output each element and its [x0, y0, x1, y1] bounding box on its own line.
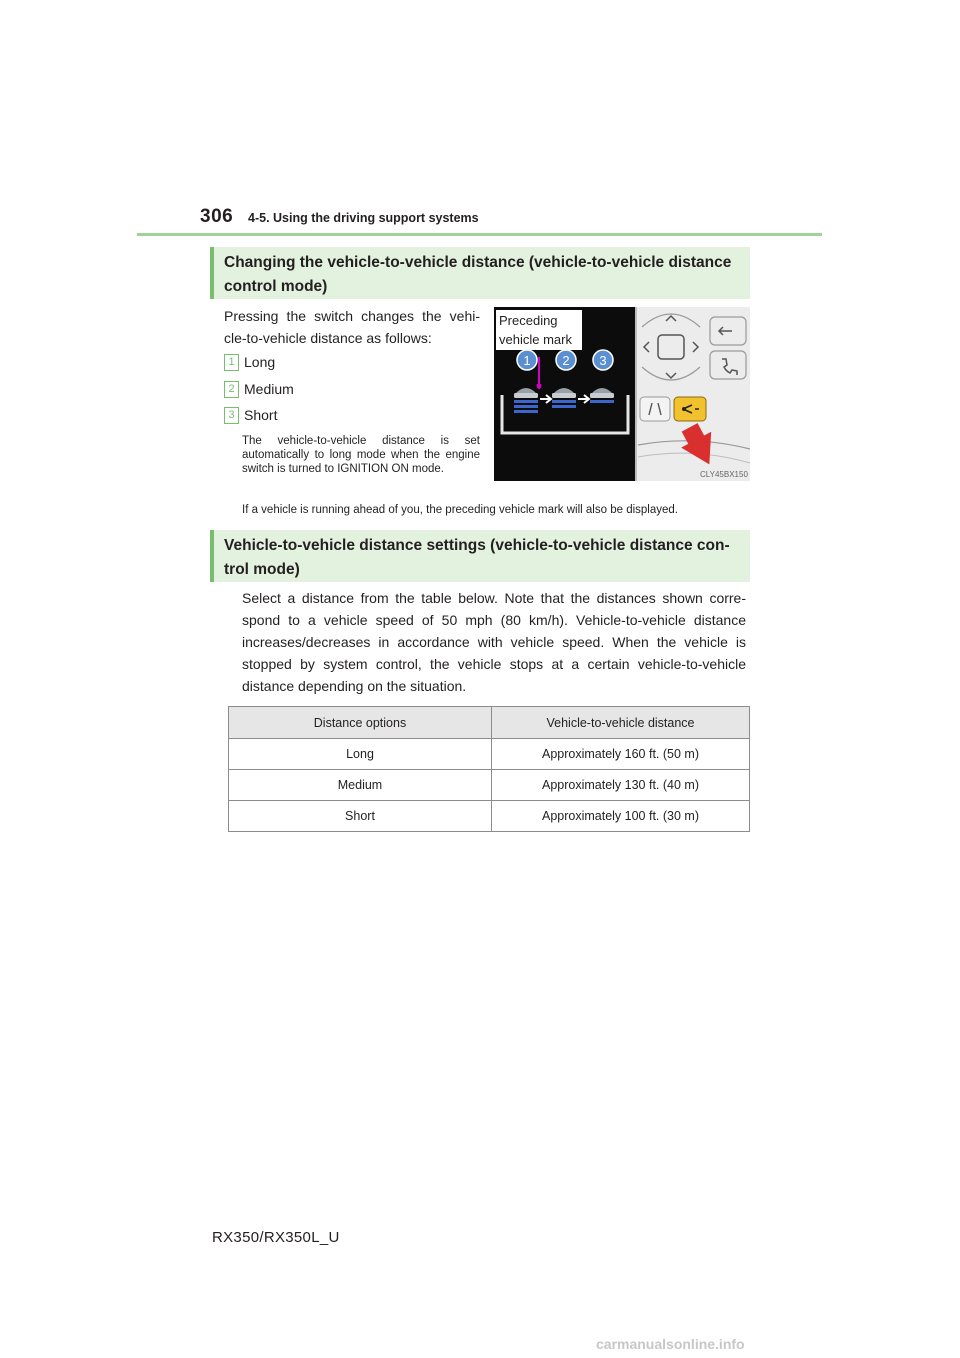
- list-item-long: [224, 352, 275, 372]
- section-heading-changing-distance: Changing the vehicle-to-vehicle distance (vehicle-to-vehicle distance control mode): [210, 247, 750, 299]
- preceding-vehicle-mark-label: Preceding vehicle mark: [496, 310, 582, 350]
- table-row: [229, 739, 750, 770]
- list-item-short: [224, 405, 277, 425]
- note-ignition: The vehicle-to-vehicle distance is set automatically to long mode when the engine switch is turned to IGNITION ON mode.: [242, 435, 480, 475]
- list-item-medium: [224, 379, 294, 399]
- list-item-label: Medium: [244, 381, 294, 397]
- table-cell: Approximately 100 ft. (30 m): [492, 801, 750, 832]
- table-cell: Approximately 130 ft. (40 m): [492, 770, 750, 801]
- table-cell: Long: [229, 739, 492, 770]
- list-item-label: Short: [244, 407, 278, 423]
- page-number: 306: [200, 206, 234, 227]
- header-rule: [137, 233, 822, 236]
- section-heading-distance-settings: Vehicle-to-vehicle distance settings (vehicle-to-vehicle distance con-trol mode): [210, 530, 750, 582]
- table-row: [229, 770, 750, 801]
- svg-text:1: 1: [523, 353, 531, 368]
- svg-text:3: 3: [599, 353, 607, 368]
- number-badge: 3: [224, 407, 239, 424]
- table-cell: Medium: [229, 770, 492, 801]
- note-preceding-vehicle: If a vehicle is running ahead of you, the preceding vehicle mark will also be displayed.: [242, 504, 678, 516]
- distance-table: [228, 706, 750, 832]
- svg-text:2: 2: [562, 353, 570, 368]
- section-title: 4-5. Using the driving support systems: [248, 211, 479, 225]
- vehicle-short-icon: [590, 388, 614, 403]
- callout-1-icon: [517, 350, 537, 370]
- model-footer: RX350/RX350L_U: [212, 1229, 340, 1246]
- column-header: Vehicle-to-vehicle distance: [492, 707, 750, 739]
- callout-3-icon: [593, 350, 613, 370]
- list-item-label: Long: [244, 354, 276, 370]
- table-row: [229, 801, 750, 832]
- table-cell: Short: [229, 801, 492, 832]
- distance-switch-icon: [674, 397, 706, 421]
- table-header-row: [229, 707, 750, 739]
- settings-paragraph: Select a distance from the table below. Note that the distances shown corre-spond to a vehicle speed of 50 mph (80 km/h). Vehicle-to-vehicle distance increases/decreases in accordance with vehicle speed. When the vehicle is stopped by system control, the vehicle stops at a certain vehicle-to-vehicle distance depending on the situation.: [242, 590, 746, 694]
- table-cell: Approximately 160 ft. (50 m): [492, 739, 750, 770]
- vehicle-medium-icon: [552, 388, 589, 408]
- callout-2-icon: [556, 350, 576, 370]
- column-header: Distance options: [229, 707, 492, 739]
- watermark: carmanualsonline.info: [596, 1336, 745, 1352]
- number-badge: 1: [224, 354, 239, 371]
- intro-text: Pressing the switch changes the vehi-cle-to-vehicle distance as follows:: [224, 308, 480, 346]
- vehicle-long-icon: [514, 388, 551, 413]
- figure-code: CLY45BX150: [700, 470, 748, 479]
- lane-assist-icon: [640, 397, 670, 421]
- number-badge: 2: [224, 381, 239, 398]
